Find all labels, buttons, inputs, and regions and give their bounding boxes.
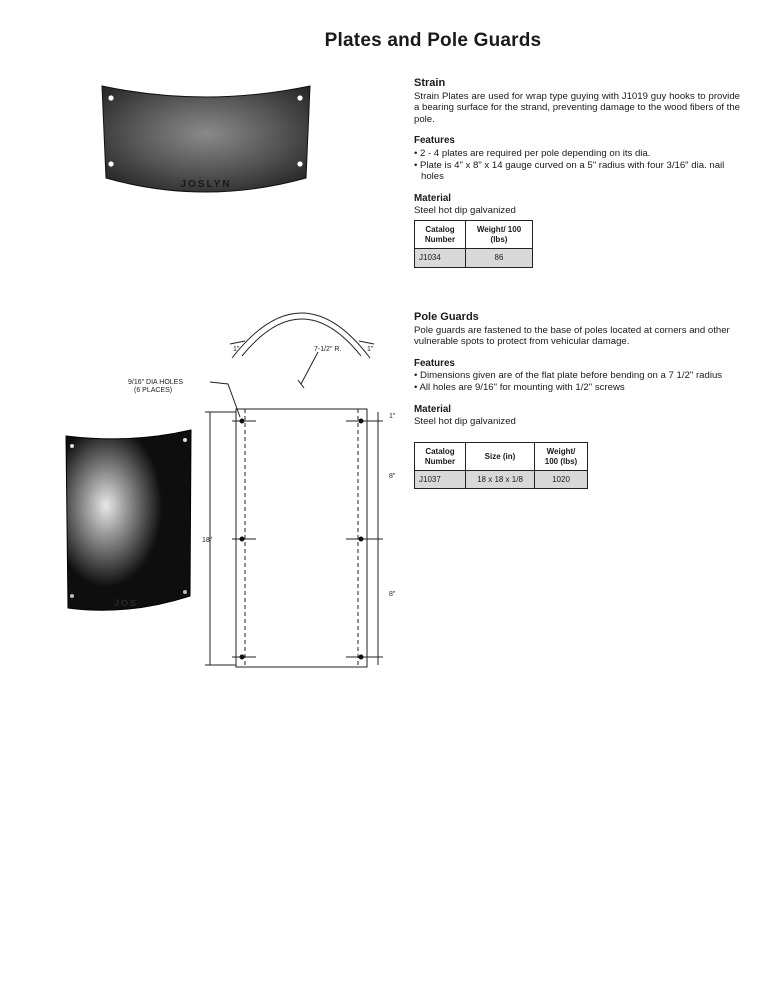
top-margin-dim: 1" [389,413,396,420]
pole-guards-features-heading: Features [414,357,455,369]
page-title: Plates and Pole Guards [324,30,542,51]
height-dim: 18" [202,537,213,544]
table-header: Catalog Number [415,442,466,470]
strain-photo-label: JOSLYN [180,179,232,190]
pole-guards-material-heading: Material [414,403,452,415]
guard-photo-label: JOS [113,598,139,608]
strain-section [414,78,740,268]
strain-features-heading: Features [414,135,455,147]
strain-material: Steel hot dip galvanized [414,205,516,217]
pole-guards-heading: Pole Guards [414,311,479,323]
strain-spec-table [414,220,533,268]
table-row [415,248,533,267]
pole-guards-material: Steel hot dip galvanized [414,416,516,428]
table-cell: 18 x 18 x 1/8 [466,470,535,489]
table-cell: J1034 [415,248,466,267]
table-header: Catalog Number [415,220,466,248]
strain-features-list [414,148,740,183]
right-edge-dim: 1" [367,346,374,353]
upper-spacing-dim: 8" [389,473,396,480]
table-header: Size (in) [466,442,535,470]
strain-feature-item: • 2 - 4 plates are required per pole depending on its dia. [414,147,651,159]
table-cell: 1020 [535,470,588,489]
pole-guards-features-list [414,370,740,393]
table-cell: J1037 [415,470,466,489]
table-header: Weight/ 100 (lbs) [466,220,533,248]
pole-guards-feature-item: • All holes are 9/16" for mounting with 1/2" screws [414,381,625,393]
pole-guards-description: Pole guards are fastened to the base of poles located at corners and other vulnerable spots to protect from vehicular damage. [414,324,730,348]
lower-spacing-dim: 8" [389,591,396,598]
table-header: Weight/ 100 (lbs) [535,442,588,470]
strain-material-heading: Material [414,192,452,204]
strain-feature-item: • Plate is 4" x 8" x 14 gauge curved on a 5" radius with four 3/16" dia. nail holes [414,159,725,183]
pole-guards-feature-item: • Dimensions given are of the flat plate before bending on a 7 1/2" radius [414,370,723,382]
strain-description: Strain Plates are used for wrap type guying with J1019 guy hooks to provide a bearing surface for the strand, preventing damage to the wood fibers of the pole. [414,90,740,125]
pole-guards-section [414,312,740,489]
table-cell: 86 [466,248,533,267]
pole-guards-spec-table [414,442,588,490]
table-row [415,470,588,489]
radius-label: 7-1/2" R. [314,346,342,353]
strain-heading: Strain [414,77,446,89]
holes-note-line2: (6 PLACES) [134,387,173,394]
holes-note-line1: 9/16" DIA HOLES [128,379,184,386]
left-edge-dim: 1" [233,346,240,353]
